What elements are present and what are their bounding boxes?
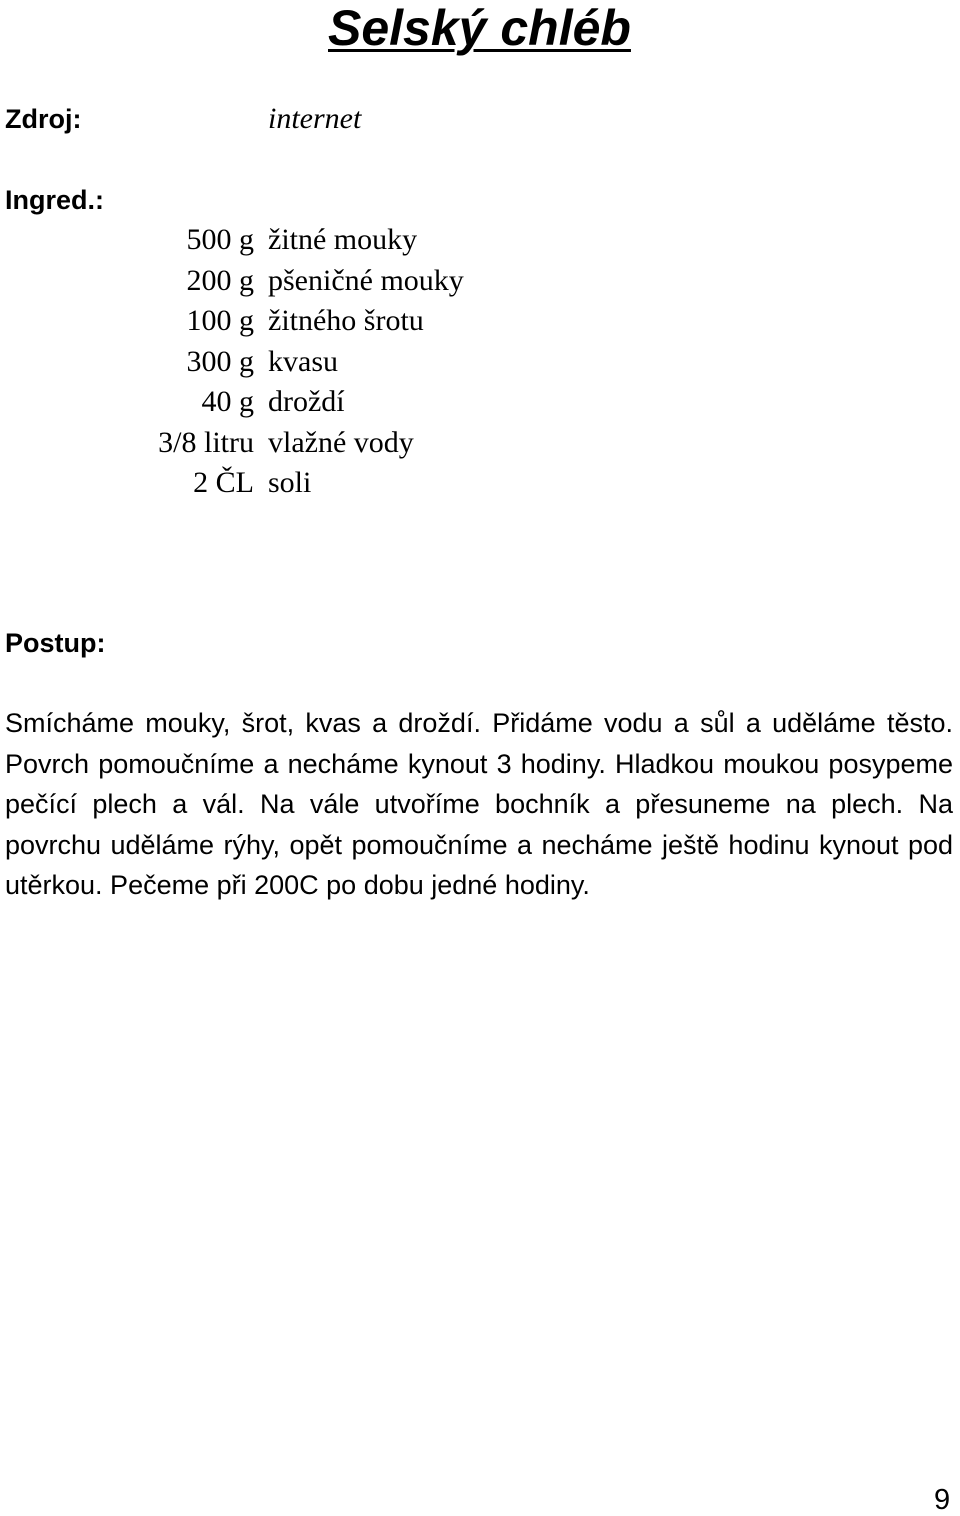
ingredient-name: soli xyxy=(268,466,312,499)
ingredient-row xyxy=(0,220,960,261)
procedure-label: Postup: xyxy=(5,628,106,658)
ingredient-quantity: 2 ČL xyxy=(193,466,254,499)
ingredients-label: Ingred.: xyxy=(5,185,104,215)
ingredient-quantity: 200 g xyxy=(186,263,254,297)
ingredient-name: pšeničné mouky xyxy=(268,263,464,297)
ingredient-name: žitného šrotu xyxy=(268,304,424,337)
page-number: 9 xyxy=(934,1484,951,1516)
ingredient-name: droždí xyxy=(268,385,345,418)
procedure-text: Smícháme mouky, šrot, kvas a droždí. Přidáme vodu a sůl a uděláme těsto. Povrch pomoučníme a necháme kynout 3 hodiny. Hladkou moukou posypeme pečící plech a vál. Na vále utvoříme bochník a přesuneme na plech. Na povrchu uděláme rýhy, opět pomoučníme a necháme ještě hodinu kynout pod utěrkou. Pečeme při 200C po dobu jedné hodiny. xyxy=(5,708,953,901)
ingredient-row xyxy=(0,463,960,504)
ingredient-name: žitné mouky xyxy=(268,223,418,256)
ingredient-quantity: 300 g xyxy=(186,344,254,378)
ingredient-row xyxy=(0,301,960,342)
ingredient-quantity: 3/8 litru xyxy=(158,425,254,459)
ingredient-quantity: 100 g xyxy=(186,304,254,337)
ingredient-name: kvasu xyxy=(268,344,338,378)
ingredient-row xyxy=(0,261,960,302)
ingredients-list xyxy=(0,220,960,504)
ingredient-row xyxy=(0,382,960,423)
ingredient-quantity: 500 g xyxy=(186,223,254,256)
source-label: Zdroj: xyxy=(5,104,82,134)
ingredient-row xyxy=(0,342,960,383)
recipe-title: Selský chléb xyxy=(328,0,631,56)
ingredient-quantity: 40 g xyxy=(201,385,254,418)
ingredient-name: vlažné vody xyxy=(268,425,414,459)
source-value: internet xyxy=(268,102,362,135)
ingredient-row xyxy=(0,423,960,464)
